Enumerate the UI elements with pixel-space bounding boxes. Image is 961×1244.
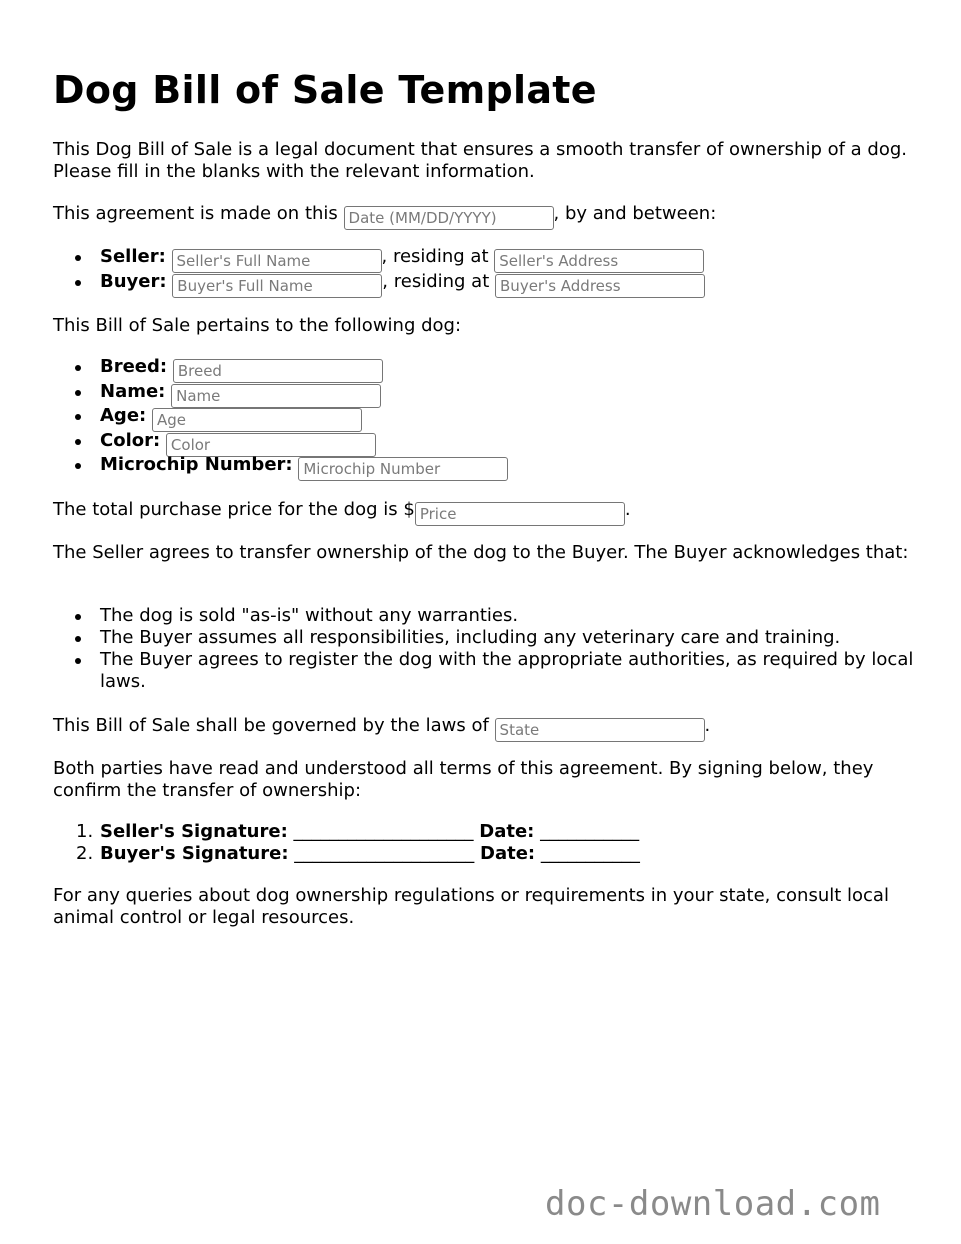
governing-suffix: .: [704, 715, 711, 736]
signing-paragraph: Both parties have read and understood all terms of this agreement. By signing below, they confirm the transfer of ownership:: [53, 758, 874, 801]
transfer-paragraph: The Seller agrees to transfer ownership of the dog to the Buyer. The Buyer acknowledges that:: [53, 542, 909, 563]
list-item-color: [53, 430, 923, 455]
microchip-label: Microchip Number:: [100, 454, 293, 475]
age-input[interactable]: [152, 408, 362, 432]
breed-label: Breed:: [100, 356, 168, 377]
seller-date-line[interactable]: ___________: [540, 821, 640, 842]
agreement-line: [53, 203, 923, 230]
price-input[interactable]: [415, 502, 625, 526]
buyer-address-input[interactable]: [495, 274, 705, 298]
buyer-signature-line[interactable]: ____________________: [294, 843, 475, 864]
signatures-list: [53, 821, 923, 865]
list-item-microchip: [53, 454, 923, 479]
seller-residing-text: , residing at: [381, 246, 489, 267]
buyer-signature-label: Buyer's Signature:: [100, 843, 289, 864]
buyer-date-line[interactable]: ___________: [540, 843, 640, 864]
seller-label: Seller:: [100, 246, 166, 267]
watermark: doc-download.com: [545, 1184, 881, 1224]
agreement-prefix: This agreement is made on this: [53, 203, 338, 224]
buyer-name-input[interactable]: [172, 274, 382, 298]
list-item: The Buyer assumes all responsibilities, including any veterinary care and training.: [53, 627, 923, 649]
list-item-seller: [53, 246, 923, 271]
governing-prefix: This Bill of Sale shall be governed by the laws of: [53, 715, 489, 736]
list-number: 1.: [76, 821, 94, 842]
price-suffix: .: [624, 499, 631, 520]
buyer-residing-text: , residing at: [382, 271, 490, 292]
seller-signature-line[interactable]: ____________________: [293, 821, 474, 842]
price-prefix: The total purchase price for the dog is $: [53, 499, 415, 520]
seller-date-label: Date:: [479, 821, 535, 842]
seller-signature-label: Seller's Signature:: [100, 821, 288, 842]
age-label: Age:: [100, 405, 147, 426]
list-item-name: [53, 381, 923, 406]
seller-address-input[interactable]: [494, 249, 704, 273]
list-number: 2.: [76, 843, 94, 864]
list-item-buyer: [53, 271, 923, 296]
microchip-input[interactable]: [298, 457, 508, 481]
name-label: Name:: [100, 380, 166, 402]
color-label: Color:: [100, 429, 161, 451]
breed-input[interactable]: [173, 359, 383, 383]
page-title: Dog Bill of Sale Template: [53, 68, 597, 112]
agreement-suffix: , by and between:: [553, 203, 717, 224]
seller-name-input[interactable]: [172, 249, 382, 273]
dog-intro: This Bill of Sale pertains to the following dog:: [53, 315, 462, 336]
acknowledgements-list: [53, 605, 923, 693]
list-item-breed: [53, 356, 923, 381]
list-item: The dog is sold "as-is" without any warranties.: [53, 605, 923, 627]
signature-row-buyer: [53, 843, 923, 865]
intro-paragraph: This Dog Bill of Sale is a legal document that ensures a smooth transfer of ownership of a dog. Please fill in the blanks with the relevant information.: [53, 139, 908, 182]
price-line: [53, 499, 923, 526]
color-input[interactable]: [166, 433, 376, 457]
governing-line: [53, 715, 923, 742]
parties-list: [53, 246, 923, 296]
dog-name-input[interactable]: [171, 384, 381, 408]
dog-details-list: [53, 356, 923, 479]
list-item-age: [53, 405, 923, 430]
footer-paragraph: For any queries about dog ownership regulations or requirements in your state, consult local animal control or legal resources.: [53, 885, 889, 928]
agreement-date-input[interactable]: [344, 206, 554, 230]
buyer-date-label: Date:: [480, 843, 536, 864]
list-item: The Buyer agrees to register the dog with the appropriate authorities, as required by local laws.: [53, 649, 923, 693]
signature-row-seller: [53, 821, 923, 843]
state-input[interactable]: [495, 718, 705, 742]
buyer-label: Buyer:: [100, 271, 167, 292]
